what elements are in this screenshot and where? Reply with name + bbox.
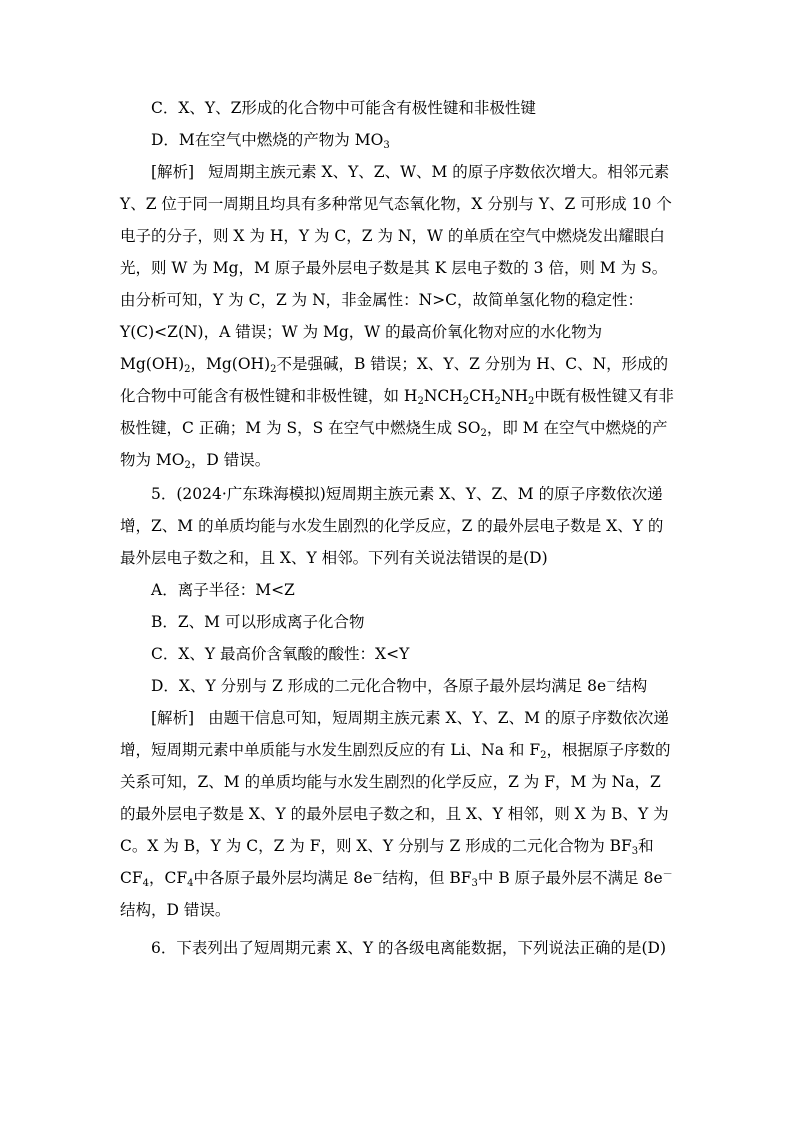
q5-stem: 5．(2024·广东珠海模拟)短周期主族元素 X、Y、Z、M 的原子序数依次递增，Z、M 的单质均能与水发生剧烈的化学反应，Z 的最外层电子数是 X、Y 的最外层电子数之和，且 X、Y 相邻。下列有关说法错误的是(D) (120, 485, 664, 567)
q4-analysis: [解析] 短周期主族元素 X、Y、Z、W、M 的原子序数依次增大。相邻元素 Y、Z 位于同一周期且均具有多种常见气态氧化物，X 分别与 Y、Z 可形成 10 个电子的分子，则 X 为 H，Y 为 C，Z 为 N，W 的单质在空气中燃烧发出耀眼白光，则 W 为 Mg，M 原子最外层电子数是其 K 层电子数的 3 倍，则 M 为 S。由分析可知，Y 为 C，Z 为 N，非金属性：N>C，故简单氢化物的稳定性：Y(C)<Z(N)，A 错误；W 为 Mg，W 的最高价氧化物对应的水化物为 $Mg(OH)_2$，$Mg(OH)_2$不是强碱，B 错误；X、Y、Z 分别为 H、C、N，形成的化合物中可能含有极性键和非极性键，如 $H_2NCH_2CH_2NH_2$中既有极性键又有非极性键，C 正确；M 为 S，S 在空气中燃烧生成 $SO_2$，即 M 在空气中燃烧的产物为 $MO_2$，D 错误。 (120, 163, 674, 471)
q5-option-d: D．X、Y 分别与 Z 形成的二元化合物中，各原子最外层均满足 8e－结构 (151, 677, 648, 695)
q6-stem: 6．下表列出了短周期元素 X、Y 的各级电离能数据，下列说法正确的是(D) (151, 939, 667, 957)
q5-option-c: C．X、Y 最高价含氧酸的酸性：X<Y (151, 645, 410, 663)
analysis-tag: [解析] (151, 709, 195, 727)
q4-option-d: D．M在空气中燃烧的产物为 $MO_3$ (151, 131, 390, 151)
analysis-tag: [解析] (151, 163, 195, 181)
q5-option-b: B．Z、M 可以形成离子化合物 (151, 613, 365, 631)
q5-analysis: [解析] 由题干信息可知，短周期主族元素 X、Y、Z、M 的原子序数依次递增，短周期元素中单质能与水发生剧烈反应的有 Li、Na 和 $F_2$，根据原子序数的关系可知，Z、M 的单质均能与水发生剧烈的化学反应，Z 为 F，M 为 Na，Z 的最外层电子数是 X、Y 的最外层电子数之和，且 X、Y 相邻，则 X 为 B、Y 为 C。X 为 B，Y 为 C，Z 为 F，则 X、Y 分别与 Z 形成的二元化合物为 $BF_3$和 $CF_4$，$CF_4$中各原子最外层均满足 8e－结构，但 $BF_3$中 B 原子最外层不满足 8e－结构，D 错误。 (120, 709, 673, 919)
q5-option-a: A．离子半径：M<Z (151, 581, 295, 599)
q4-option-c: C．X、Y、Z形成的化合物中可能含有极性键和非极性键 (151, 99, 536, 117)
document-body (120, 92, 676, 964)
